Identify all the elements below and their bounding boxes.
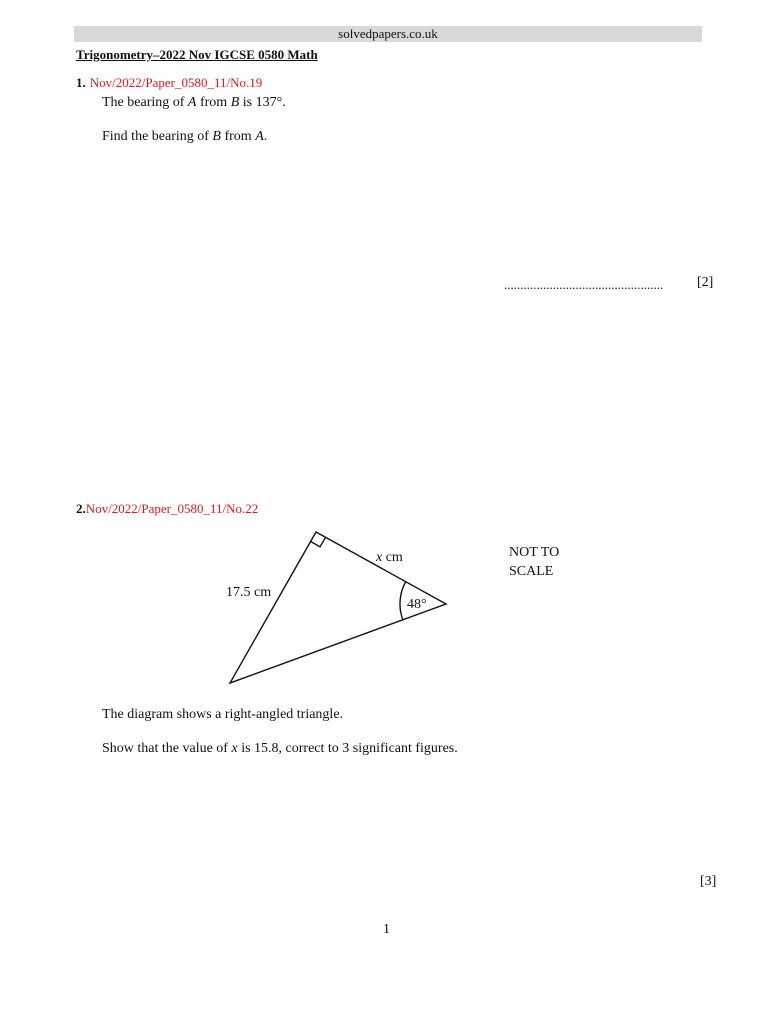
q1-line2-var-a: A [255,129,264,144]
question-2-number: 2. [76,501,86,516]
q1-var-a: A [187,95,197,110]
header-site-name: solvedpapers.co.uk [338,26,438,41]
document-title: Trigonometry–2022 Nov IGCSE 0580 Math [76,47,318,62]
q2-var-x: x [231,741,238,756]
q1-line1-mid: from [196,95,231,110]
question-2-text-line-1: The diagram shows a right-angled triangle. [102,707,344,722]
q1-line2-mid: from [220,129,256,144]
question-2-marks: [3] [700,874,717,889]
not-to-scale-line-1: NOT TO [509,545,560,560]
side-label-hypotenuse: 17.5 cm [226,585,272,600]
q1-var-b: B [230,95,240,110]
side-label-x: x cm [376,550,403,565]
question-1-answer-line[interactable]: ................................................. [504,277,664,292]
q1-line1-pre: The bearing of [102,95,188,110]
q1-line2-var-b: B [212,129,221,144]
angle-label: 48° [407,597,427,612]
q1-line2-post: . [263,129,268,144]
q2-line2-post: is 15.8, correct to 3 significant figures. [237,741,458,756]
question-1-number: 1. [76,75,86,90]
question-2-text-line-2 [102,741,458,757]
q1-line1-post: is 137°. [239,95,286,110]
question-1-marks: [2] [697,275,714,290]
question-1-reference: Nov/2022/Paper_0580_11/No.19 [89,75,263,90]
not-to-scale-line-2: SCALE [509,564,554,579]
q2-line2-pre: Show that the value of [102,741,232,756]
question-2-reference: Nov/2022/Paper_0580_11/No.22 [85,501,259,516]
page-number: 1 [383,922,390,937]
q1-line2-pre: Find the bearing of [102,129,213,144]
angle-arc [400,582,406,620]
